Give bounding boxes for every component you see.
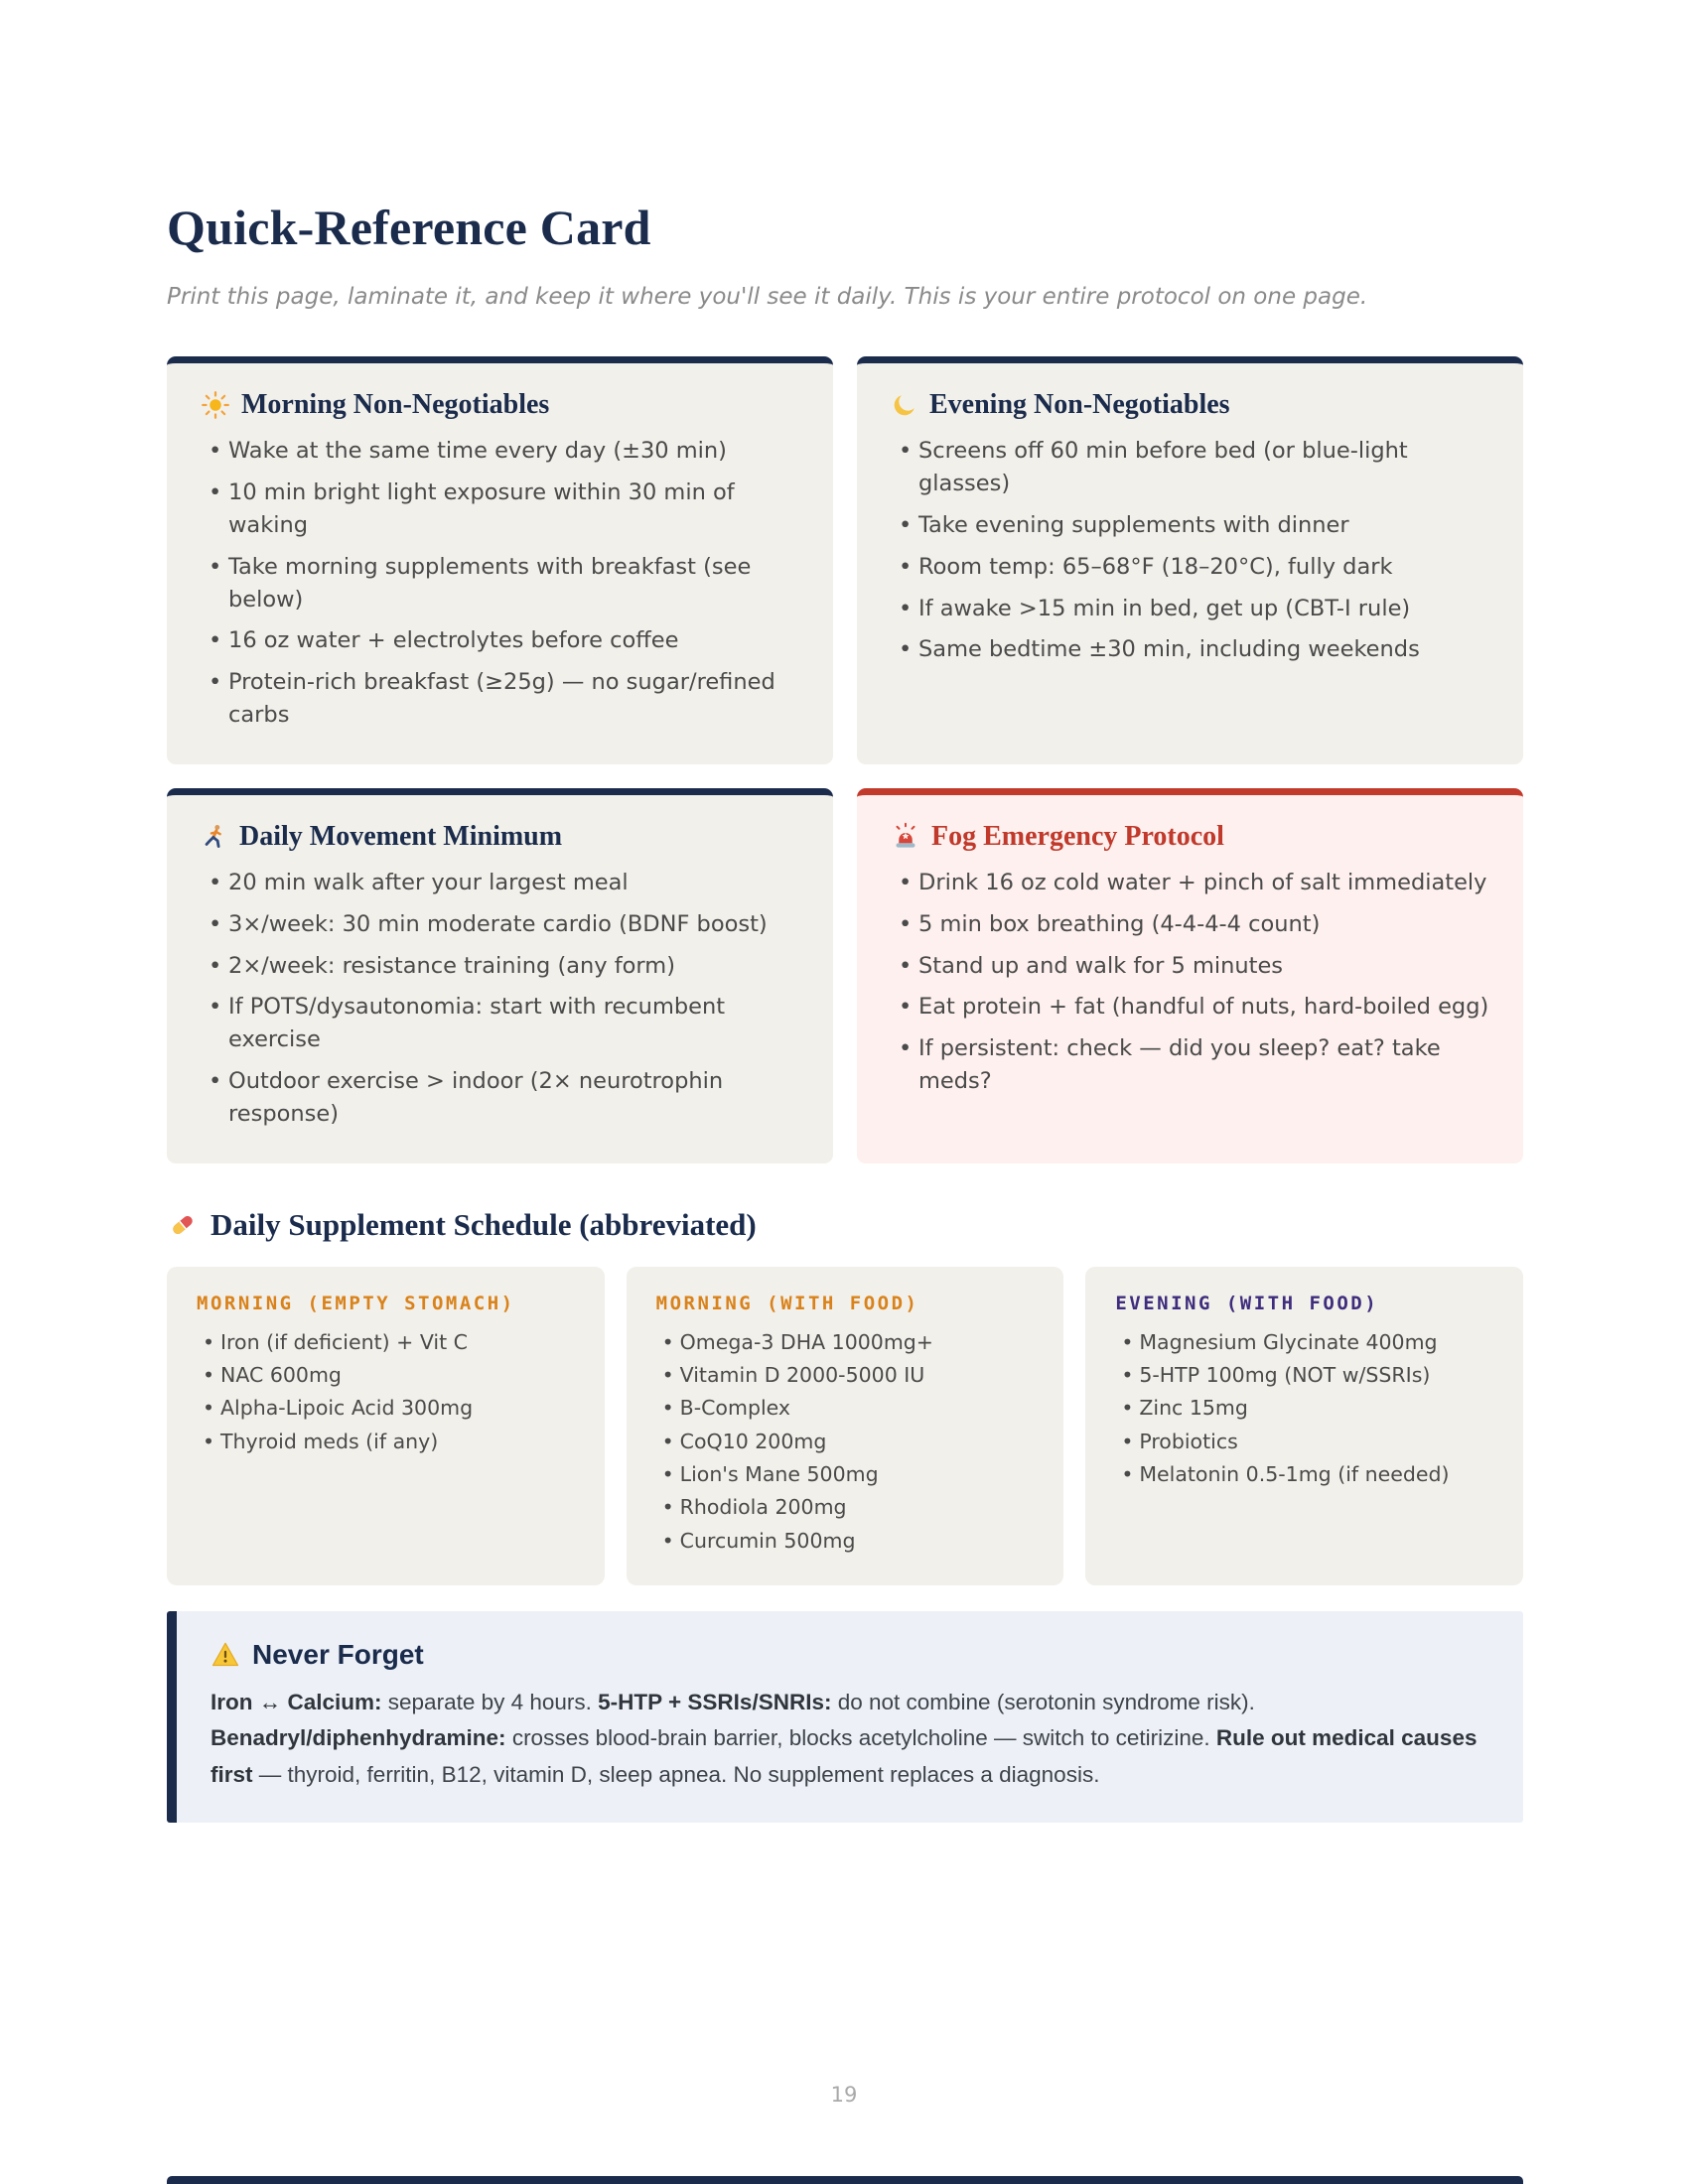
card-fog-emergency-title bbox=[891, 821, 1489, 853]
never-forget-title-text: Never Forget bbox=[252, 1638, 424, 1670]
list-item: • Eat protein + fat (handful of nuts, hard-boiled egg) bbox=[891, 991, 1489, 1024]
list-item: • CoQ10 200mg bbox=[656, 1428, 1035, 1455]
list-item: • Zinc 15mg bbox=[1115, 1394, 1493, 1422]
supplement-columns bbox=[167, 1267, 1523, 1585]
list-item: • Iron (if deficient) + Vit C bbox=[197, 1328, 575, 1356]
card-title-text: Fog Emergency Protocol bbox=[931, 820, 1224, 852]
card-fog-emergency bbox=[857, 788, 1523, 1163]
list-item: • Outdoor exercise > indoor (2× neurotrophin response) bbox=[201, 1065, 799, 1131]
page-title: Quick-Reference Card bbox=[167, 200, 651, 255]
list-item: • 5-HTP 100mg (NOT w/SSRIs) bbox=[1115, 1361, 1493, 1389]
card-movement-list bbox=[201, 867, 799, 1131]
list-item: • Same bedtime ±30 min, including weekends bbox=[891, 633, 1489, 666]
never-forget-title bbox=[211, 1639, 1487, 1671]
card-evening bbox=[857, 356, 1523, 764]
card-title-text: Daily Movement Minimum bbox=[239, 820, 563, 852]
list-item: • Protein-rich breakfast (≥25g) — no sugar/refined carbs bbox=[201, 666, 799, 732]
movement-fog-row bbox=[167, 788, 1523, 1163]
list-item: • Screens off 60 min before bed (or blue-light glasses) bbox=[891, 435, 1489, 500]
supp-header-evening-food: EVENING (WITH FOOD) bbox=[1115, 1292, 1379, 1314]
card-morning-list bbox=[201, 435, 799, 732]
card-morning-title bbox=[201, 389, 799, 421]
card-morning bbox=[167, 356, 833, 764]
next-card-top-border bbox=[167, 2176, 1523, 2184]
sun-icon bbox=[201, 390, 230, 420]
list-item: • Vitamin D 2000-5000 IU bbox=[656, 1361, 1035, 1389]
list-item: • B-Complex bbox=[656, 1394, 1035, 1422]
moon-icon bbox=[891, 391, 918, 419]
list-item: • Curcumin 500mg bbox=[656, 1527, 1035, 1555]
list-item: • If POTS/dysautonomia: start with recumbent exercise bbox=[201, 991, 799, 1056]
supp-header-morning-empty: MORNING (EMPTY STOMACH) bbox=[197, 1292, 515, 1314]
supp-list-morning-food bbox=[656, 1328, 1035, 1555]
list-item: • Room temp: 65–68°F (18–20°C), fully dark bbox=[891, 551, 1489, 584]
card-movement bbox=[167, 788, 833, 1163]
never-forget-callout bbox=[167, 1611, 1523, 1823]
list-item: • Stand up and walk for 5 minutes bbox=[891, 950, 1489, 983]
never-forget-term: 5-HTP + SSRIs/SNRIs: bbox=[598, 1689, 832, 1714]
never-forget-text: Iron ↔ Calcium: separate by 4 hours. 5-HTP + SSRIs/SNRIs: do not combine (serotonin syndrome risk). Benadryl/diphenhydramine: crosses blood-brain barrier, blocks acetylcholine — switch to cetirizine. Rule out medical causes first — thyroid, ferritin, B12, vitamin D, sleep apnea. No supplement replaces a diagnosis. bbox=[211, 1689, 1477, 1787]
supplement-schedule-title bbox=[167, 1207, 1523, 1243]
list-item: • If persistent: check — did you sleep? eat? take meds? bbox=[891, 1032, 1489, 1098]
list-item: • Wake at the same time every day (±30 min) bbox=[201, 435, 799, 468]
list-item: • 2×/week: resistance training (any form) bbox=[201, 950, 799, 983]
page-number: 19 bbox=[830, 2083, 858, 2107]
card-evening-title bbox=[891, 389, 1489, 421]
warning-icon bbox=[211, 1640, 240, 1670]
list-item: • 3×/week: 30 min moderate cardio (BDNF boost) bbox=[201, 908, 799, 941]
never-forget-term: Iron ↔ Calcium: bbox=[211, 1689, 382, 1714]
never-forget-term: Rule out medical causes first bbox=[211, 1725, 1477, 1787]
list-item: • Magnesium Glycinate 400mg bbox=[1115, 1328, 1493, 1356]
card-title-text: Morning Non-Negotiables bbox=[241, 389, 550, 421]
list-item: • Take evening supplements with dinner bbox=[891, 509, 1489, 542]
supp-list-evening-food bbox=[1115, 1328, 1493, 1488]
list-item: • Omega-3 DHA 1000mg+ bbox=[656, 1328, 1035, 1356]
list-item: • 16 oz water + electrolytes before coffee bbox=[201, 624, 799, 657]
siren-icon bbox=[891, 822, 920, 852]
page-subtitle: Print this page, laminate it, and keep it where you'll see it daily. This is your entire protocol on one page. bbox=[167, 284, 1368, 310]
list-item: • If awake >15 min in bed, get up (CBT-I rule) bbox=[891, 593, 1489, 625]
list-item: • Probiotics bbox=[1115, 1428, 1493, 1455]
section-title-text: Daily Supplement Schedule (abbreviated) bbox=[211, 1206, 757, 1242]
runner-icon bbox=[201, 823, 228, 851]
list-item: • 10 min bright light exposure within 30 min of waking bbox=[201, 477, 799, 542]
content-column bbox=[167, 0, 1523, 1823]
list-item: • NAC 600mg bbox=[197, 1361, 575, 1389]
list-item: • Lion's Mane 500mg bbox=[656, 1460, 1035, 1488]
card-movement-title bbox=[201, 821, 799, 853]
list-item: • 20 min walk after your largest meal bbox=[201, 867, 799, 899]
list-item: • Thyroid meds (if any) bbox=[197, 1428, 575, 1455]
list-item: • 5 min box breathing (4-4-4-4 count) bbox=[891, 908, 1489, 941]
card-title-text: Evening Non-Negotiables bbox=[929, 389, 1230, 421]
supp-card-morning-food bbox=[627, 1267, 1064, 1585]
list-item: • Take morning supplements with breakfast (see below) bbox=[201, 551, 799, 616]
supp-card-morning-empty bbox=[167, 1267, 605, 1585]
supp-card-evening-food bbox=[1085, 1267, 1523, 1585]
supp-list-morning-empty bbox=[197, 1328, 575, 1455]
card-fog-emergency-list bbox=[891, 867, 1489, 1098]
non-negotiables-row bbox=[167, 356, 1523, 764]
list-item: • Alpha-Lipoic Acid 300mg bbox=[197, 1394, 575, 1422]
pill-icon bbox=[167, 1209, 199, 1241]
supp-header-morning-food: MORNING (WITH FOOD) bbox=[655, 1292, 919, 1314]
card-evening-list bbox=[891, 435, 1489, 666]
list-item: • Rhodiola 200mg bbox=[656, 1493, 1035, 1521]
list-item: • Melatonin 0.5-1mg (if needed) bbox=[1115, 1460, 1493, 1488]
list-item: • Drink 16 oz cold water + pinch of salt immediately bbox=[891, 867, 1489, 899]
never-forget-term: Benadryl/diphenhydramine: bbox=[211, 1725, 506, 1751]
